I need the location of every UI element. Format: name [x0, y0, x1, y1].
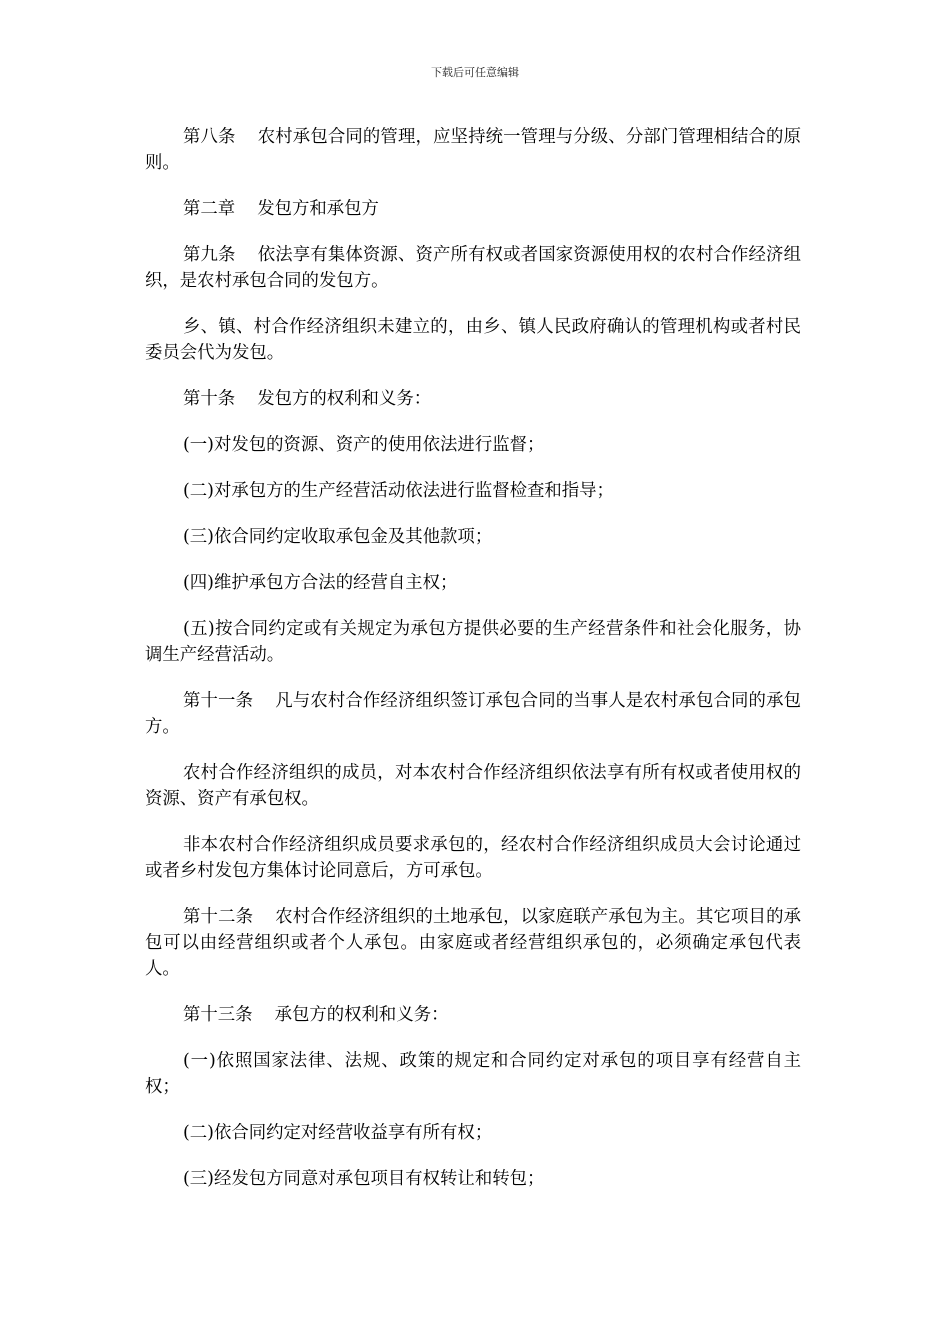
article-10-item-2	[145, 478, 801, 504]
chapter-2-heading	[145, 196, 801, 222]
paragraph-text: 乡、镇、村合作经济组织未建立的，由乡、镇人民政府确认的管理机构或者村民委员会代为发包。	[145, 317, 801, 363]
list-item-text: (二)依合同约定对经营收益享有所有权；	[183, 1123, 493, 1143]
list-item-text: (五)按合同约定或有关规定为承包方提供必要的生产经营条件和社会化服务，协调生产经营活动。	[145, 619, 801, 665]
article-13-item-3	[145, 1166, 801, 1192]
list-item-text: (四)维护承包方合法的经营自主权；	[183, 573, 458, 593]
article-10-item-5	[145, 616, 801, 668]
document-body	[145, 124, 801, 1212]
article-11-paragraph-3	[145, 832, 801, 884]
list-item-text: (三)经发包方同意对承包项目有权转让和转包；	[183, 1169, 545, 1189]
chapter-title: 发包方和承包方	[257, 199, 379, 219]
article-label: 第九条	[183, 245, 236, 265]
paragraph-text: 农村合作经济组织的成员，对本农村合作经济组织依法享有所有权或者使用权的资源、资产有承包权。	[145, 763, 801, 809]
paragraph-text: 非本农村合作经济组织成员要求承包的，经农村合作经济组织成员大会讨论通过或者乡村发包方集体讨论同意后，方可承包。	[145, 835, 801, 881]
article-text: 农村合作经济组织的土地承包，以家庭联产承包为主。其它项目的承包可以由经营组织或者个人承包。由家庭或者经营组织承包的，必须确定承包代表人。	[145, 907, 801, 979]
article-13-item-2	[145, 1120, 801, 1146]
article-label: 第十一条	[183, 691, 254, 711]
article-11-paragraph-2	[145, 760, 801, 812]
article-label: 第十条	[183, 389, 236, 409]
article-text: 依法享有集体资源、资产所有权或者国家资源使用权的农村合作经济组织，是农村承包合同的发包方。	[145, 245, 801, 291]
list-item-text: (一)依照国家法律、法规、政策的规定和合同约定对承包的项目享有经营自主权；	[145, 1051, 801, 1097]
article-text: 农村承包合同的管理，应坚持统一管理与分级、分部门管理相结合的原则。	[145, 127, 801, 173]
list-item-text: (一)对发包的资源、资产的使用依法进行监督；	[183, 435, 545, 455]
article-10	[145, 386, 801, 412]
article-13-item-1	[145, 1048, 801, 1100]
article-text: 发包方的权利和义务：	[257, 389, 432, 409]
article-12	[145, 904, 801, 982]
article-10-item-4	[145, 570, 801, 596]
article-text: 凡与农村合作经济组织签订承包合同的当事人是农村承包合同的承包方。	[145, 691, 801, 737]
list-item-text: (三)依合同约定收取承包金及其他款项；	[183, 527, 493, 547]
article-9	[145, 242, 801, 294]
article-label: 第十二条	[183, 907, 254, 927]
article-10-item-1	[145, 432, 801, 458]
list-item-text: (二)对承包方的生产经营活动依法进行监督检查和指导；	[183, 481, 614, 501]
article-text: 承包方的权利和义务：	[274, 1005, 449, 1025]
article-10-item-3	[145, 524, 801, 550]
article-8	[145, 124, 801, 176]
chapter-label: 第二章	[183, 199, 236, 219]
article-13	[145, 1002, 801, 1028]
article-9-paragraph-2	[145, 314, 801, 366]
page-header: 下载后可任意编辑	[431, 66, 519, 79]
article-label: 第十三条	[183, 1005, 253, 1025]
article-11	[145, 688, 801, 740]
article-label: 第八条	[183, 127, 236, 147]
